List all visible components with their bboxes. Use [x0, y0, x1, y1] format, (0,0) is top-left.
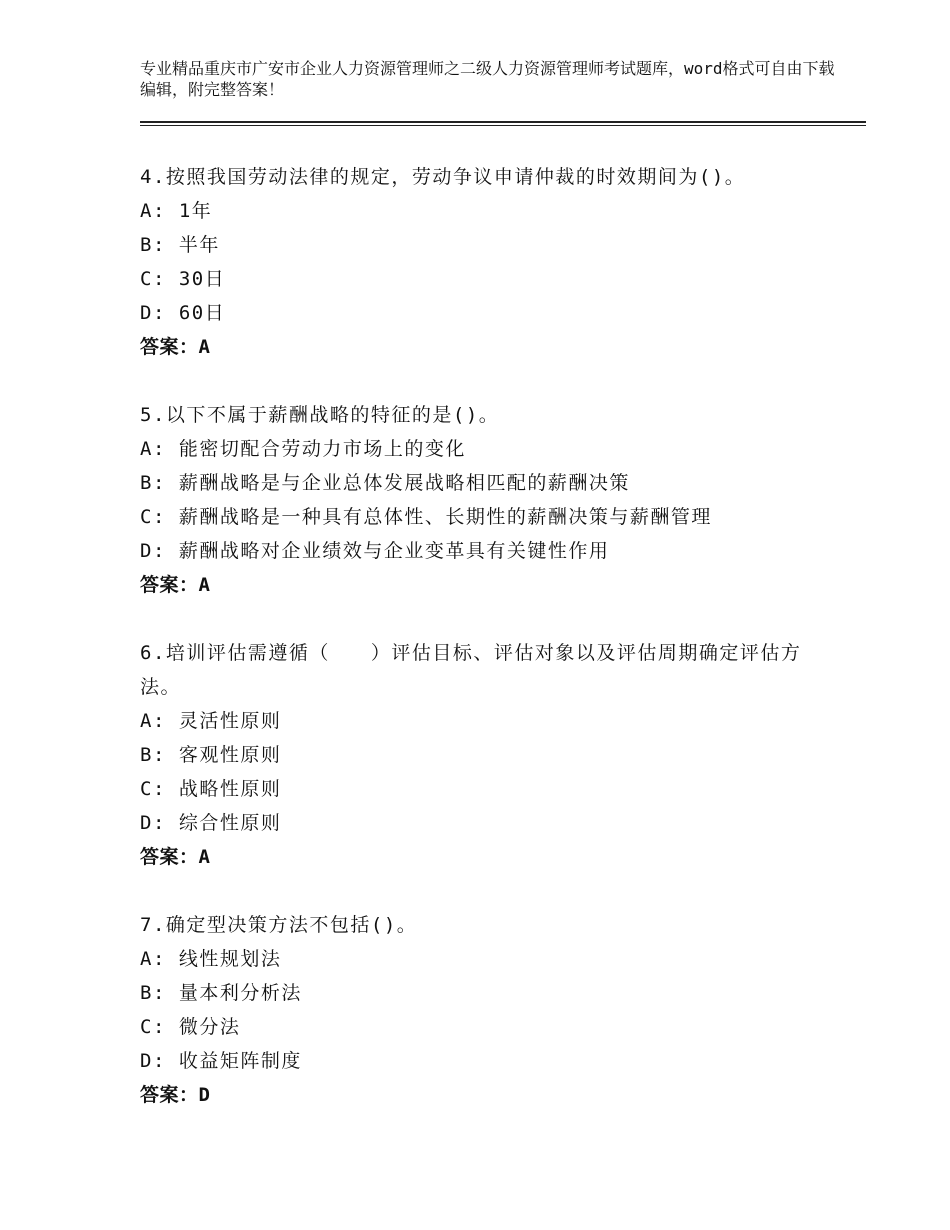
option-b: B: 客观性原则: [140, 744, 282, 766]
option-b: B: 半年: [140, 234, 220, 256]
question-6: [140, 636, 820, 874]
header-divider-thick: [140, 121, 866, 123]
question-5: [140, 398, 820, 602]
option-a: A: 灵活性原则: [140, 710, 282, 732]
answer: 答案：A: [140, 846, 211, 868]
option-c: C: 薪酬战略是一种具有总体性、长期性的薪酬决策与薪酬管理: [140, 506, 712, 528]
answer: 答案：A: [140, 574, 211, 596]
option-a: A: 线性规划法: [140, 948, 282, 970]
question-4: [140, 160, 820, 364]
answer: 答案：D: [140, 1084, 211, 1106]
question-7: [140, 908, 820, 1112]
header-title: 专业精品重庆市广安市企业人力资源管理师之二级人力资源管理师考试题库，word格式可自由下载编辑，附完整答案！: [140, 59, 835, 99]
option-b: B: 量本利分析法: [140, 982, 302, 1004]
option-d: D: 薪酬战略对企业绩效与企业变革具有关键性作用: [140, 540, 610, 562]
option-d: D: 60日: [140, 302, 226, 324]
option-c: C: 30日: [140, 268, 226, 290]
option-b: B: 薪酬战略是与企业总体发展战略相匹配的薪酬决策: [140, 472, 630, 494]
question-text: 7.确定型决策方法不包括()。: [140, 914, 418, 936]
option-a: A: 能密切配合劳动力市场上的变化: [140, 438, 466, 460]
question-list: [140, 160, 820, 1146]
question-text: 5.以下不属于薪酬战略的特征的是()。: [140, 404, 500, 426]
option-c: C: 战略性原则: [140, 778, 282, 800]
option-d: D: 收益矩阵制度: [140, 1050, 302, 1072]
answer: 答案：A: [140, 336, 211, 358]
question-text: 4.按照我国劳动法律的规定，劳动争议申请仲裁的时效期间为()。: [140, 166, 746, 188]
header-divider-thin: [140, 125, 866, 126]
document-header: [140, 58, 840, 100]
question-text: 6.培训评估需遵循（ ）评估目标、评估对象以及评估周期确定评估方法。: [140, 642, 802, 698]
option-d: D: 综合性原则: [140, 812, 282, 834]
option-c: C: 微分法: [140, 1016, 241, 1038]
option-a: A: 1年: [140, 200, 213, 222]
